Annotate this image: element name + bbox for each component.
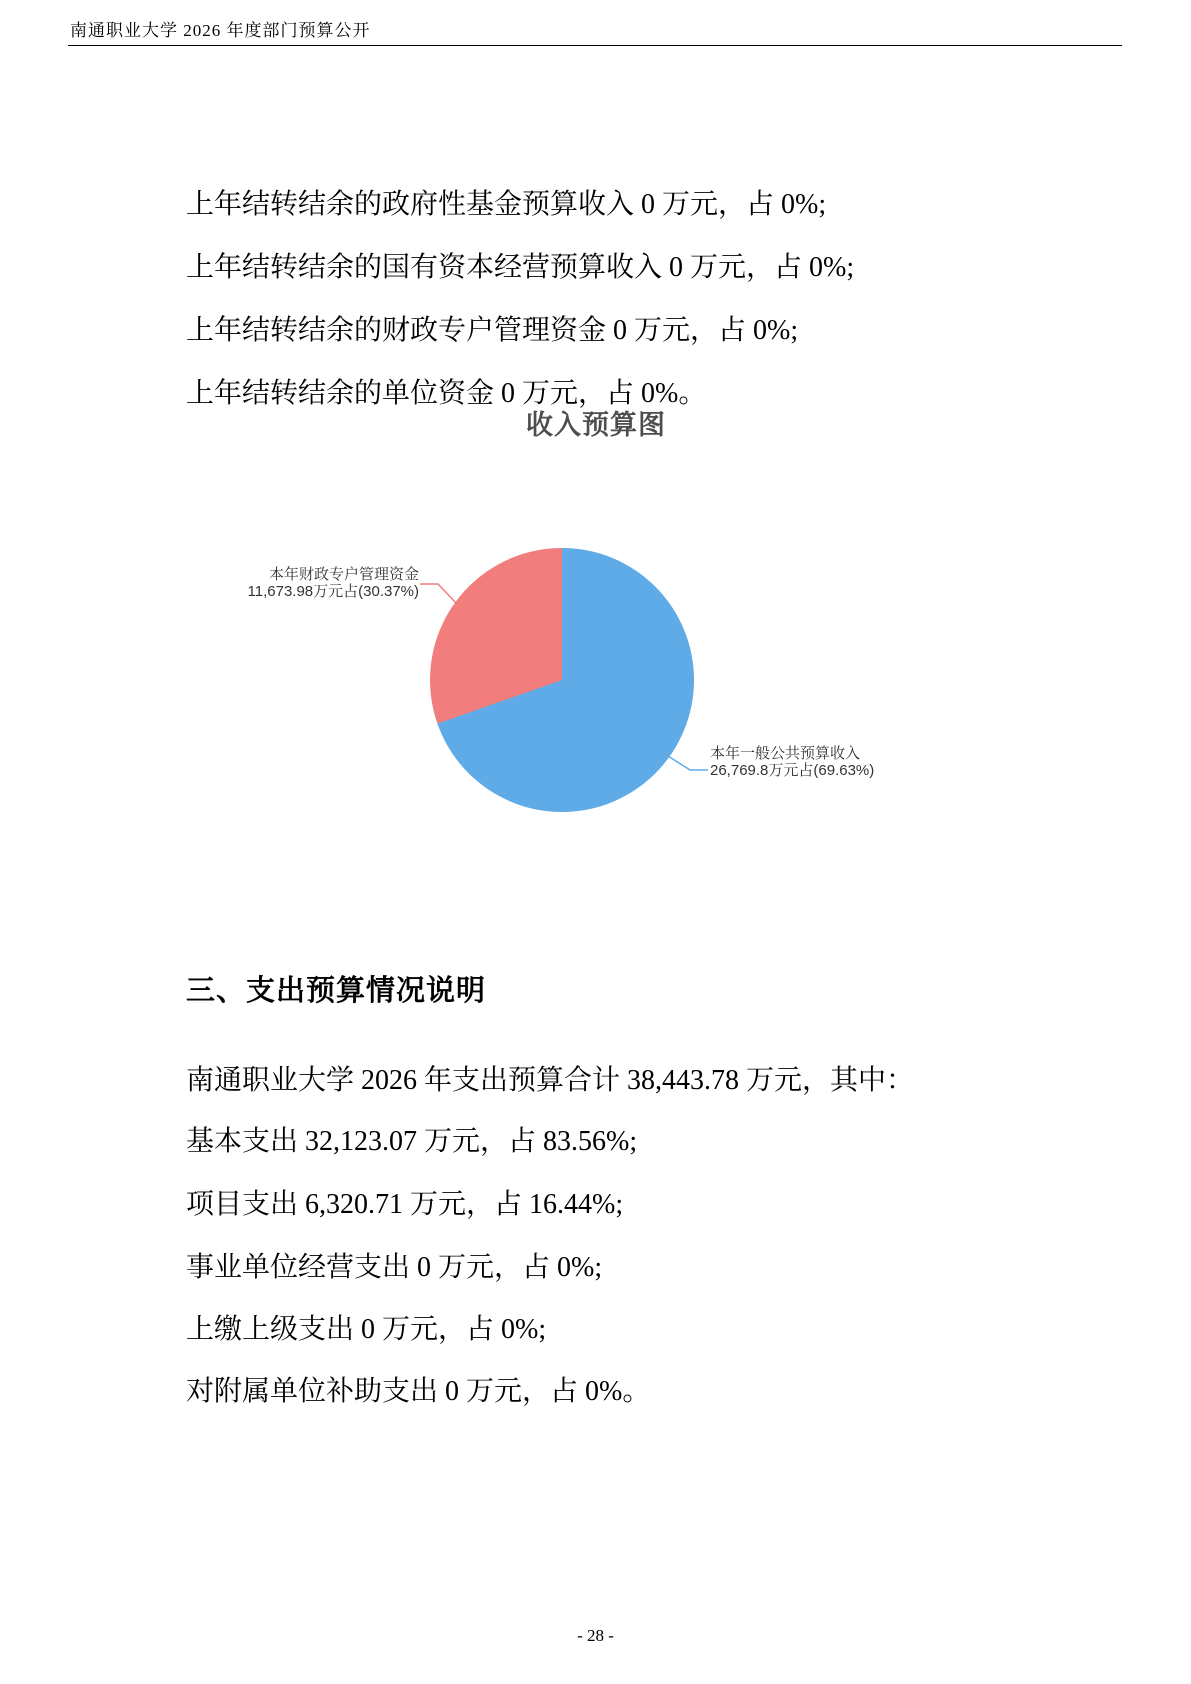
header-rule [68, 45, 1122, 46]
paragraph: 基本支出 32,123.07 万元，占 83.56%; [186, 1126, 638, 1157]
pie-label-fiscal-account [219, 566, 419, 600]
paragraph: 上缴上级支出 0 万元，占 0%; [186, 1314, 547, 1345]
paragraph: 南通职业大学 2026 年支出预算合计 38,443.78 万元，其中： [186, 1065, 915, 1096]
page-header-title: 南通职业大学 2026 年度部门预算公开 [70, 21, 371, 40]
section-heading: 三、支出预算情况说明 [186, 975, 487, 1007]
label-line-blue [668, 756, 708, 770]
paragraph: 对附属单位补助支出 0 万元，占 0%。 [186, 1376, 651, 1407]
pie-chart [430, 548, 694, 812]
paragraph: 上年结转结余的财政专户管理资金 0 万元，占 0%; [186, 315, 799, 346]
chart-title: 收入预算图 [526, 410, 666, 440]
pie-label-value: 26,769.8万元占(69.63%) [710, 762, 875, 779]
pie-label-value: 11,673.98万元占(30.37%) [247, 583, 419, 600]
paragraph: 上年结转结余的国有资本经营预算收入 0 万元，占 0%; [186, 252, 855, 283]
page-number: - 28 - [577, 1626, 614, 1645]
paragraph: 上年结转结余的单位资金 0 万元，占 0%。 [186, 378, 707, 409]
paragraph: 事业单位经营支出 0 万元，占 0%; [186, 1252, 603, 1283]
pie-label-name: 本年财政专户管理资金 [268, 566, 419, 583]
paragraph: 上年结转结余的政府性基金预算收入 0 万元，占 0%; [186, 189, 827, 220]
pie-label-name: 本年一般公共预算收入 [710, 745, 861, 762]
pie-label-general-budget [710, 745, 940, 779]
label-line-red [420, 584, 456, 603]
paragraph: 项目支出 6,320.71 万元，占 16.44%; [186, 1189, 624, 1220]
